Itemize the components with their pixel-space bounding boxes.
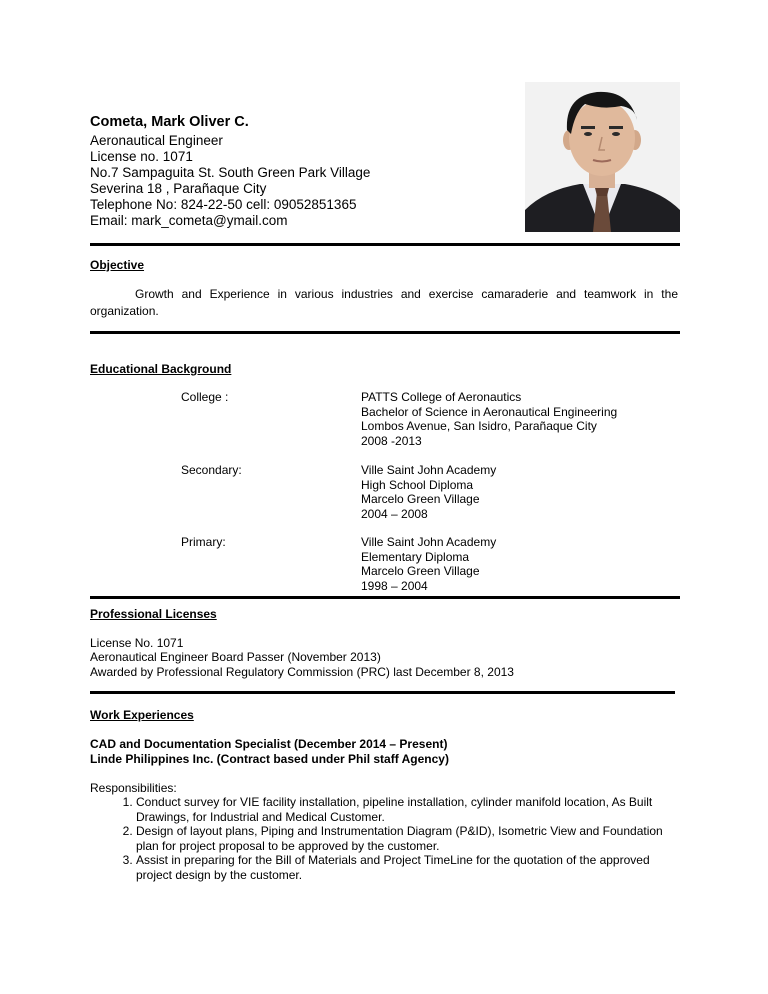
education-level-college: College :: [181, 390, 229, 404]
portrait-illustration: [525, 82, 680, 232]
education-level-secondary: Secondary:: [181, 463, 242, 477]
objective-heading: Objective: [90, 258, 145, 272]
profile-photo: [525, 82, 680, 232]
education-level-primary: Primary:: [181, 535, 226, 549]
secondary-school: Ville Saint John Academy: [361, 463, 497, 477]
license-line: Aeronautical Engineer Board Passer (November 2013): [90, 650, 381, 664]
responsibility-item: 3. Assist in preparing for the Bill of Materials and Project TimeLine for the quotation of the approved project design by the customer.: [136, 853, 680, 882]
college-degree: Bachelor of Science in Aeronautical Engineering: [361, 405, 618, 419]
secondary-address: Marcelo Green Village: [361, 492, 480, 506]
work-company: Linde Philippines Inc. (Contract based under Phil staff Agency): [90, 752, 449, 766]
applicant-name: Cometa, Mark Oliver C.: [90, 114, 249, 130]
email: Email: mark_cometa@ymail.com: [90, 213, 288, 228]
telephone: Telephone No: 824-22-50 cell: 09052851365: [90, 197, 357, 212]
primary-diploma: Elementary Diploma: [361, 550, 470, 564]
responsibility-item: 2. Design of layout plans, Piping and Instrumentation Diagram (P&ID), Isometric View and Foundation plan for project proposal to be approved by the customer.: [136, 824, 680, 853]
responsibility-item: 1. Conduct survey for VIE facility installation, pipeline installation, cylinder manifold location, As Built Drawings, for Industrial and Medical Customer.: [136, 795, 680, 824]
work-job-title: CAD and Documentation Specialist (December 2014 – Present): [90, 737, 448, 751]
secondary-diploma: High School Diploma: [361, 478, 474, 492]
license-number: License no. 1071: [90, 149, 193, 164]
primary-years: 1998 – 2004: [361, 579, 428, 593]
primary-school: Ville Saint John Academy: [361, 535, 497, 549]
address-line-2: Severina 18 , Parañaque City: [90, 181, 267, 196]
license-line: Awarded by Professional Regulatory Commission (PRC) last December 8, 2013: [90, 665, 514, 679]
section-divider: [90, 691, 675, 694]
work-heading: Work Experiences: [90, 708, 194, 722]
section-divider: [90, 596, 680, 599]
primary-address: Marcelo Green Village: [361, 564, 480, 578]
college-address: Lombos Avenue, San Isidro, Parañaque City: [361, 419, 597, 433]
college-school: PATTS College of Aeronautics: [361, 390, 522, 404]
licenses-heading: Professional Licenses: [90, 607, 217, 621]
education-heading: Educational Background: [90, 362, 232, 376]
secondary-years: 2004 – 2008: [361, 507, 428, 521]
license-line: License No. 1071: [90, 636, 184, 650]
responsibilities-label: Responsibilities:: [90, 781, 177, 795]
objective-text: Growth and Experience in various industries and exercise camaraderie and teamwork in the organization.: [90, 287, 678, 318]
section-divider: [90, 243, 680, 246]
job-title: Aeronautical Engineer: [90, 133, 223, 148]
address-line-1: No.7 Sampaguita St. South Green Park Village: [90, 165, 371, 180]
college-years: 2008 -2013: [361, 434, 422, 448]
responsibilities-list: [90, 795, 680, 882]
section-divider: [90, 331, 680, 334]
